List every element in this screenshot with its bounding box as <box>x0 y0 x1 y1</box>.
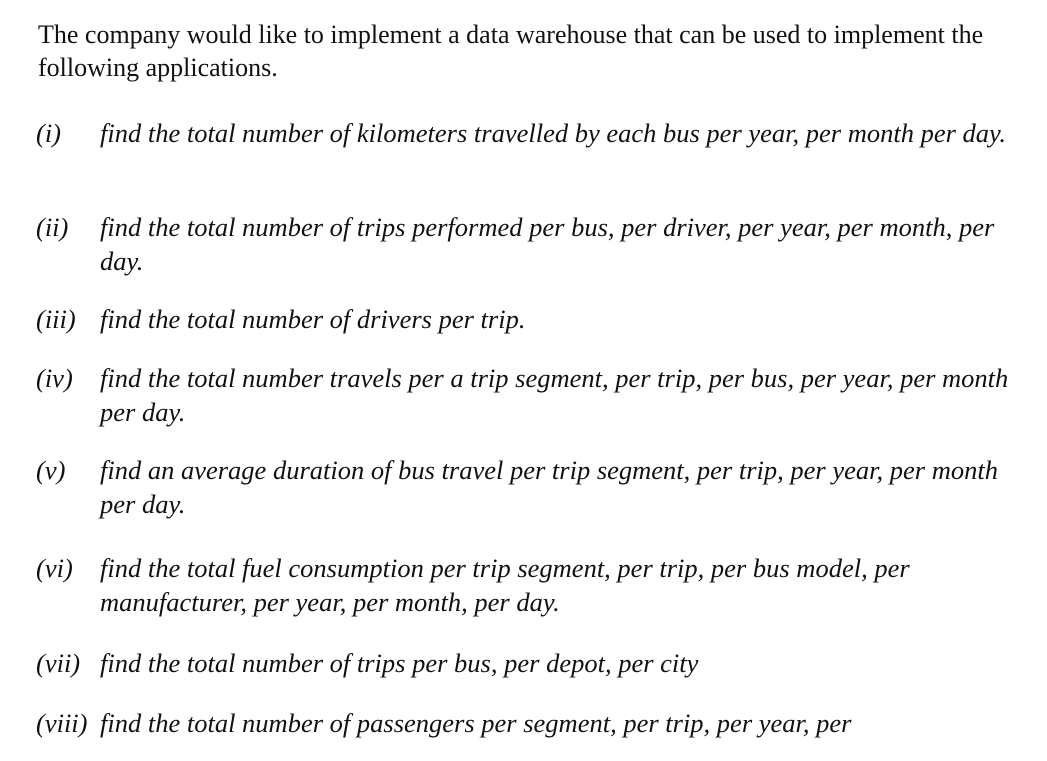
item-text: find the total number of kilometers travelled by each bus per year, per month per day. <box>100 118 1006 148</box>
item-label: (vii) <box>36 648 81 678</box>
item-text: find the total number of trips performed per bus, per driver, per year, per month, per day. <box>100 212 995 276</box>
item-text: find the total number of passengers per segment, per trip, per year, per <box>100 708 852 738</box>
item-text: find the total fuel consumption per trip segment, per trip, per bus model, per manufacturer, per year, per month, per day. <box>100 553 910 617</box>
item-text: find the total number of trips per bus, per depot, per city <box>100 648 699 678</box>
item-label: (v) <box>36 455 66 485</box>
intro-paragraph: The company would like to implement a data warehouse that can be used to implement the following applications. <box>38 20 984 82</box>
item-text: find the total number travels per a trip segment, per trip, per bus, per year, per month per day. <box>100 363 1009 427</box>
item-label: (vi) <box>36 553 73 583</box>
item-label: (ii) <box>36 212 69 242</box>
item-text: find an average duration of bus travel per trip segment, per trip, per year, per month per day. <box>100 455 998 519</box>
item-label: (iv) <box>36 363 73 393</box>
item-label: (viii) <box>36 708 88 738</box>
item-text: find the total number of drivers per trip. <box>100 304 526 334</box>
item-label: (iii) <box>36 304 76 334</box>
item-label: (i) <box>36 118 62 148</box>
